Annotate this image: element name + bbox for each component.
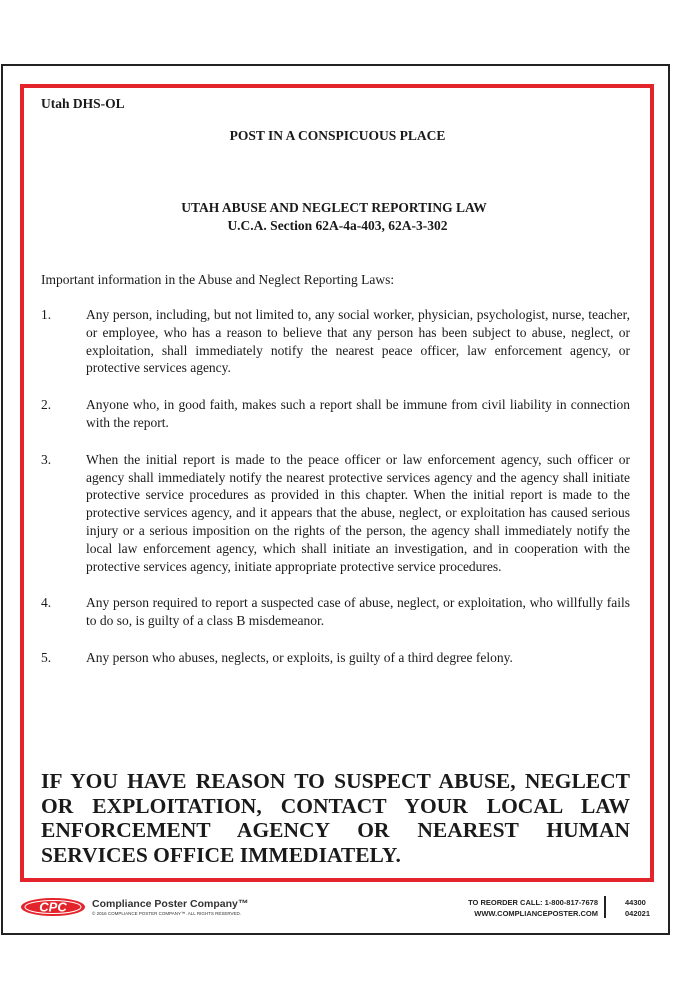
statute-citation: U.C.A. Section 62A-4a-403, 62A-3-302 bbox=[227, 218, 448, 233]
item-number: 5. bbox=[41, 649, 52, 665]
poster-number: 44300 bbox=[625, 898, 646, 907]
law-items-list bbox=[41, 306, 630, 686]
list-item bbox=[41, 306, 630, 377]
poster-title: UTAH ABUSE AND NEGLECT REPORTING LAW bbox=[181, 200, 487, 215]
list-item bbox=[41, 396, 630, 432]
item-text: Any person required to report a suspected case of abuse, neglect, or exploitation, who willfully fails to do so, is guilty of a class B misdemeanor. bbox=[86, 595, 630, 629]
cpc-logo-icon bbox=[20, 897, 86, 917]
website-link[interactable]: WWW.COMPLIANCEPOSTER.COM bbox=[474, 909, 598, 918]
logo-text: CPC bbox=[39, 899, 67, 915]
reorder-info bbox=[468, 897, 598, 919]
intro-text: Important information in the Abuse and Neglect Reporting Laws: bbox=[41, 272, 395, 287]
post-notice: POST IN A CONSPICUOUS PLACE bbox=[229, 128, 446, 143]
company-name: Compliance Poster Company™ bbox=[92, 898, 249, 910]
footer-divider bbox=[604, 896, 606, 918]
revision-date: 042021 bbox=[625, 909, 651, 918]
list-item bbox=[41, 594, 630, 630]
item-text: Any person who abuses, neglects, or exploits, is guilty of a third degree felony. bbox=[86, 649, 513, 665]
item-text: When the initial report is made to the peace officer or law enforcement agency, such officer or agency shall immediately notify the nearest protective services agency and the agency shall initiate protective service procedures as provided in this chapter. When the initial report is made to the protective services agency, and it appears that the abuse, neglect, or exploitation has caused serious injury or a serious imposition on the rights of the person, the agency shall immediately notify the local law enforcement agency, which shall initiate an investigation, and in cooperation with the protective services agency, initiate appropriate protective service procedures. bbox=[86, 451, 630, 574]
item-number: 4. bbox=[41, 595, 52, 611]
item-number: 1. bbox=[41, 307, 52, 322]
item-text: Any person, including, but not limited to, any social worker, physician, psychologist, nurse, teacher, or employee, who has a reason to believe that any person has been subject to abuse, neglect, or exploitation, shall immediately notify the nearest peace officer, law enforcement agency, or protective services agency. bbox=[86, 307, 630, 376]
item-number: 3. bbox=[41, 451, 52, 467]
copyright-text: © 2016 COMPLIANCE POSTER COMPANY™. ALL RIGHTS RESERVED. bbox=[92, 911, 242, 916]
list-item bbox=[41, 649, 630, 667]
reorder-phone: TO REORDER CALL: 1-800-817-7678 bbox=[468, 898, 598, 907]
poster-codes bbox=[625, 897, 650, 919]
list-item bbox=[41, 451, 630, 576]
item-text: Anyone who, in good faith, makes such a report shall be immune from civil liability in connection with the report. bbox=[86, 397, 630, 430]
agency-code: Utah DHS-OL bbox=[41, 96, 125, 111]
item-number: 2. bbox=[41, 397, 52, 413]
warning-statement: IF YOU HAVE REASON TO SUSPECT ABUSE, NEGLECT OR EXPLOITATION, CONTACT YOUR LOCAL LAW ENFORCEMENT AGENCY OR NEAREST HUMAN SERVICES OFFICE IMMEDIATELY. bbox=[41, 769, 630, 867]
